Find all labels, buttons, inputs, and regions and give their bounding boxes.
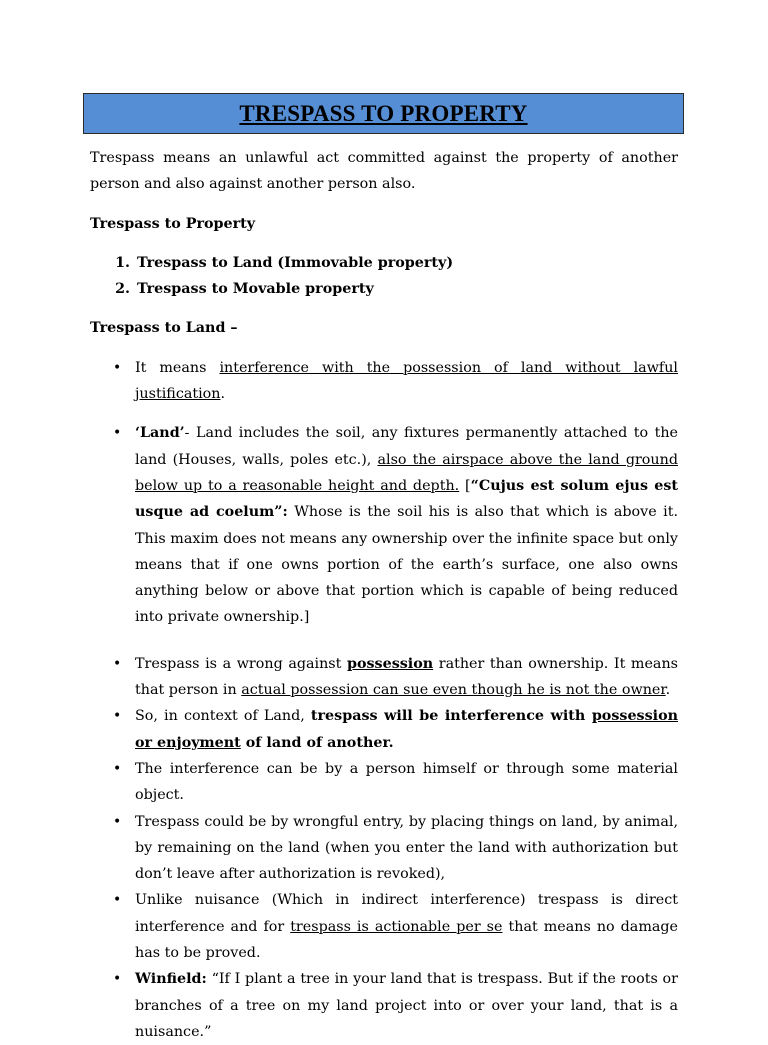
list-item: 2. Trespass to Movable property xyxy=(135,276,678,302)
bullet-item: • It means interference with the possession of land without lawful justification. xyxy=(135,355,678,408)
bullet-icon: • xyxy=(113,971,122,988)
section-heading-property: Trespass to Property xyxy=(90,215,256,232)
bullet-item: • Winfield: “If I plant a tree in your land that is trespass. But if the roots or branches of a tree on my land project into or over your land, that is a nuisance.” xyxy=(135,966,678,1045)
bullet-icon: • xyxy=(113,425,122,442)
bullet-item: • Trespass could be by wrongful entry, by placing things on land, by animal, by remaining on the land (when you enter the land with authorization but don’t leave after authorization is revoked), xyxy=(135,809,678,888)
land-bullet-list xyxy=(90,355,678,1045)
bullet-item: • So, in context of Land, trespass will be interference with possession or enjoyment of land of another. xyxy=(135,703,678,756)
bullet-icon: • xyxy=(113,655,122,672)
page-title: TRESPASS TO PROPERTY xyxy=(239,100,528,126)
list-item: 1. Trespass to Land (Immovable property) xyxy=(135,250,678,276)
bullet-item: • Trespass is a wrong against possession rather than ownership. It means that person in actual possession can sue even though he is not the owner. xyxy=(135,651,678,704)
bullet-icon: • xyxy=(113,892,122,909)
bullet-icon: • xyxy=(113,708,122,725)
bullet-item: • ‘Land’- Land includes the soil, any fixtures permanently attached to the land (Houses, walls, poles etc.), also the airspace above the land ground below up to a reasonable height and depth. [“Cujus est solum ejus est usque ad coelum”: Whose is the soil his is also that which is above it. This maxim does not means any ownership over the infinite space but only means that if one owns portion of the earth’s surface, one also owns anything below or above that portion which is capable of being reduced into private ownership.] xyxy=(135,420,678,630)
bullet-item: • The interference can be by a person himself or through some material object. xyxy=(135,756,678,809)
intro-paragraph: Trespass means an unlawful act committed against the property of another person and also against another person also. xyxy=(90,150,678,193)
bullet-icon: • xyxy=(113,359,122,376)
bullet-item: • Unlike nuisance (Which in indirect interference) trespass is direct interference and for trespass is actionable per se that means no damage has to be proved. xyxy=(135,887,678,966)
document-body xyxy=(90,145,678,1045)
title-banner xyxy=(83,93,684,134)
bullet-icon: • xyxy=(113,760,122,777)
trespass-types-list xyxy=(90,250,678,303)
section-heading-land: Trespass to Land – xyxy=(90,320,238,337)
bullet-icon: • xyxy=(113,813,122,830)
